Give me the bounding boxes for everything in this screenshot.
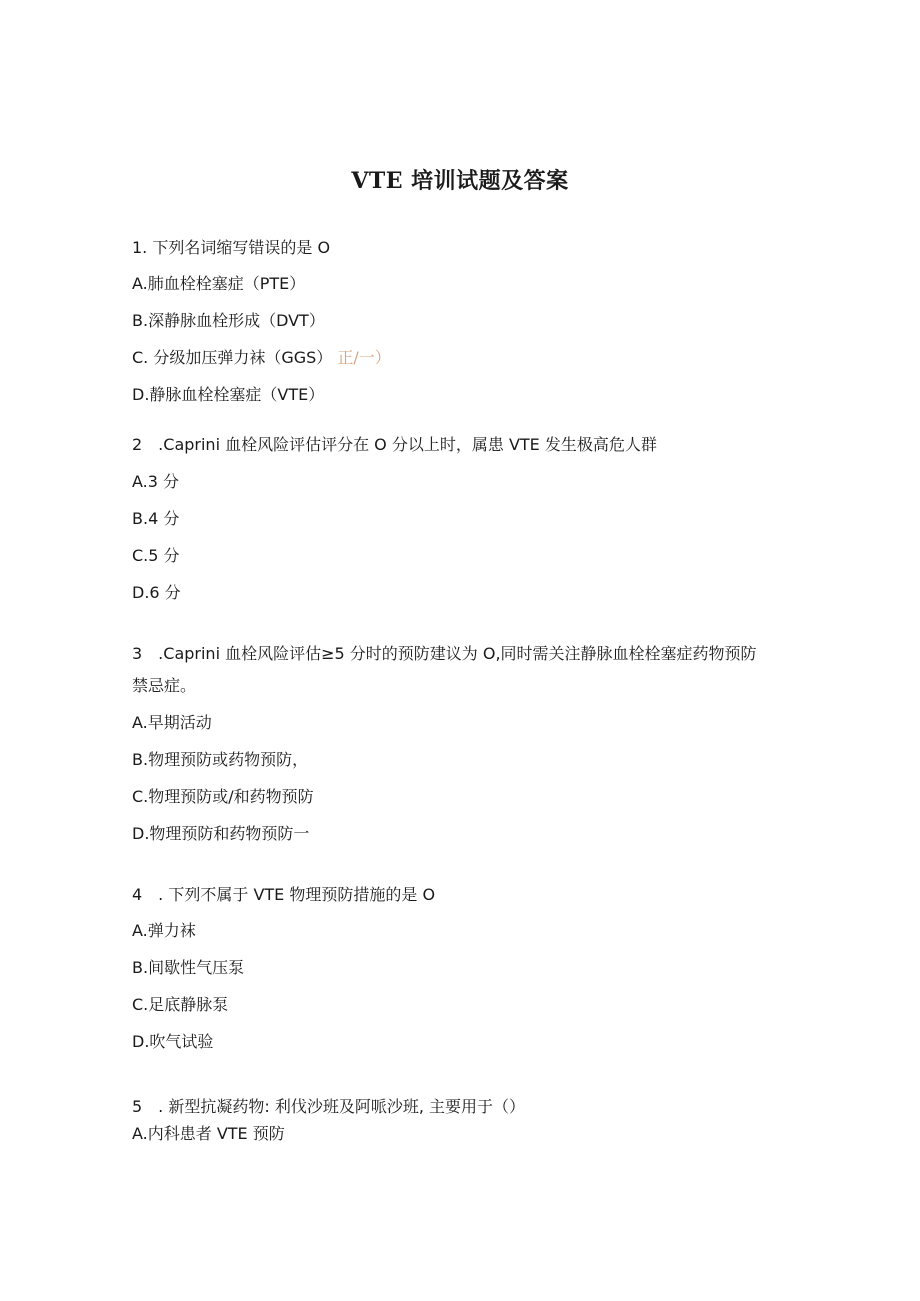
question-1-option-b: B.深静脉血栓形成（DVT） [132, 311, 325, 330]
question-4-option-d: D.吹气试验 [132, 1032, 214, 1051]
question-1-option-c [132, 347, 391, 369]
handwritten-annotation: 正/一） [337, 348, 391, 367]
question-3-option-b: B.物理预防或药物预防， [132, 750, 309, 769]
question-4-option-c: C.足底静脉泵 [132, 995, 229, 1014]
question-1-option-d: D.静脉血栓栓塞症（VTE） [132, 385, 325, 404]
document-title: VTE 培训试题及答案 [351, 168, 569, 194]
question-1-option-c-text: C. 分级加压弹力袜（GGS） [132, 348, 333, 367]
question-3-option-c: C.物理预防或/和药物预防 [132, 787, 314, 806]
question-1-option-a: A.肺血栓栓塞症（PTE） [132, 274, 306, 293]
question-4-option-a: A.弹力袜 [132, 921, 196, 940]
question-3-stem-line-1: 3 .Caprini 血栓风险评估≥5 分时的预防建议为 O,同时需关注静脉血栓栓塞症药物预防 [132, 644, 757, 663]
question-5-stem: 5 . 新型抗凝药物: 利伐沙班及阿哌沙班, 主要用于（） [132, 1097, 526, 1116]
question-2-option-d: D.6 分 [132, 583, 181, 602]
question-2-option-b: B.4 分 [132, 509, 180, 528]
question-2-stem: 2 .Caprini 血栓风险评估评分在 O 分以上时，属患 VTE 发生极高危人群 [132, 435, 657, 454]
question-3-option-a: A.早期活动 [132, 713, 212, 732]
question-2-option-c: C.5 分 [132, 546, 180, 565]
question-1-stem: 1. 下列名词缩写错误的是 O [132, 238, 331, 257]
question-3-option-d: D.物理预防和药物预防一 [132, 824, 310, 843]
question-5-option-a: A.内科患者 VTE 预防 [132, 1124, 285, 1143]
question-4-option-b: B.间歇性气压泵 [132, 958, 245, 977]
question-3-stem-line-2: 禁忌症。 [132, 676, 197, 695]
question-2-option-a: A.3 分 [132, 472, 180, 491]
question-4-stem: 4 . 下列不属于 VTE 物理预防措施的是 O [132, 885, 436, 904]
